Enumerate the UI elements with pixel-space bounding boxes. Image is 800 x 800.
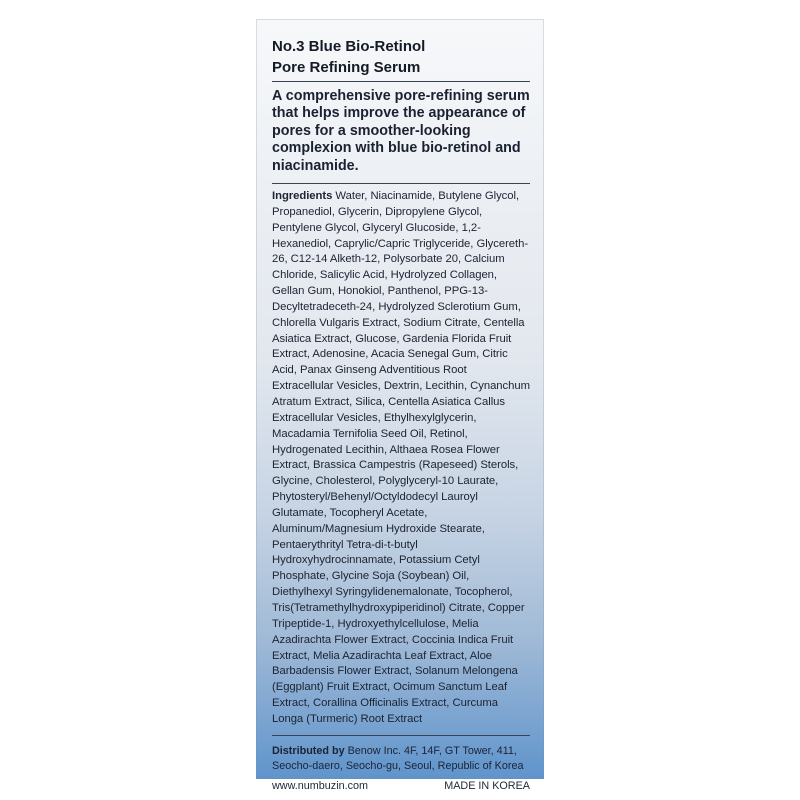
- product-title-line2: Pore Refining Serum: [272, 59, 421, 76]
- website-text: www.numbuzin.com: [272, 779, 369, 792]
- product-box-panel: [256, 19, 544, 792]
- label-content: [272, 36, 530, 792]
- label-footer: [272, 780, 530, 792]
- ingredients-text: Water, Niacinamide, Butylene Glycol, Propanediol, Glycerin, Dipropylene Glycol, Pentylene Glycol, Glyceryl Glucoside, 1,2-Hexanediol, Caprylic/Capric Triglyceride, Glycereth-26, C12-14 Alketh-12, Polysorbate 20, Calcium Chloride, Salicylic Acid, Hydrolyzed Collagen, Gellan Gum, Honokiol, Panthenol, PPG-13-Decyltetradeceth-24, Hydrolyzed Sclerotium Gum, Chlorella Vulgaris Extract, Sodium Citrate, Centella Asiatica Extract, Glucose, Gardenia Florida Fruit Extract, Adenosine, Acacia Senegal Gum, Citric Acid, Panax Ginseng Adventitious Root Extracellular Vesicles, Dextrin, Lecithin, Cynanchum Atratum Extract, Silica, Centella Asiatica Callus Extracellular Vesicles, Ethylhexylglycerin, Macadamia Ternifolia Seed Oil, Retinol, Hydrogenated Lecithin, Althaea Rosea Flower Extract, Brassica Campestris (Rapeseed) Sterols, Glycine, Cholesterol, Polyglyceryl-10 Laurate, Phytosteryl/Behenyl/Octyldodecyl Lauroyl Glutamate, Tocopheryl Acetate, Aluminum/Magnesium Hydroxide Stearate, Pentaerythrityl Tetra-di-t-butyl Hydroxyhydrocinnamate, Potassium Cetyl Phosphate, Glycine Soja (Soybean) Oil, Diethylhexyl Syringylidenemalonate, Tocopherol, Tris(Tetramethylhydroxypiperidinol) Citrate, Copper Tripeptide-1, Hydroxyethylcellulose, Melia Azadirachta Flower Extract, Coccinia Indica Fruit Extract, Melia Azadirachta Leaf Extract, Aloe Barbadensis Flower Extract, Solanum Melongena (Eggplant) Fruit Extract, Ocimum Sanctum Leaf Extract, Corallina Officinalis Extract, Curcuma Longa (Turmeric) Root Extract: [272, 190, 530, 725]
- product-title-line1: No.3 Blue Bio-Retinol: [272, 38, 426, 55]
- product-description: A comprehensive pore-refining serum that helps improve the appearance of pores for a smoother-looking complexion with blue bio-retinol and niacinamide.: [272, 88, 530, 184]
- distributor-address: Benow Inc. 4F, 14F, GT Tower, 411, Seocho-daero, Seocho-gu, Seoul, Republic of Korea: [272, 744, 524, 773]
- product-title: [272, 36, 530, 82]
- origin-text: MADE IN KOREA: [444, 779, 530, 792]
- distributed-by-label: Distributed by: [272, 744, 345, 757]
- ingredients-label: Ingredients: [272, 190, 333, 203]
- distributor-info: [272, 744, 530, 775]
- ingredients-list: [272, 189, 530, 736]
